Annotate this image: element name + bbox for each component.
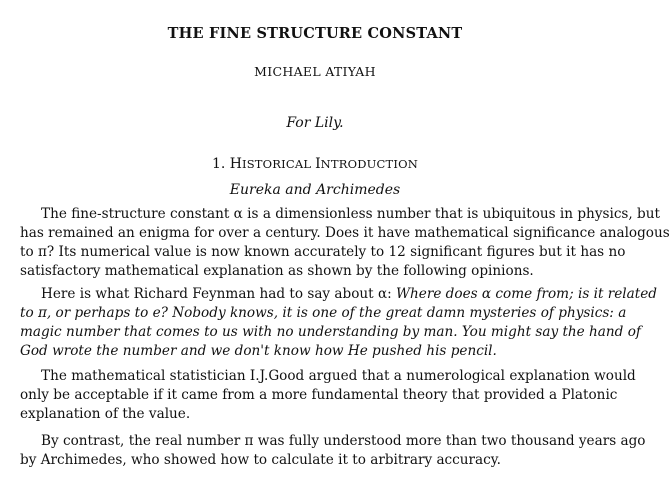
paragraph-line: to π? Its numerical value is now known accurately to 12 significant figures but it has no	[20, 244, 626, 260]
paragraph-archimedes	[20, 432, 646, 470]
section-number: 1.	[211, 156, 226, 172]
paragraph-line: The mathematical statistician I.J.Good argued that a numerological explanation would	[41, 368, 636, 384]
paper-title: THE FINE STRUCTURE CONSTANT	[167, 25, 463, 42]
author-name: MICHAEL ATIYAH	[254, 64, 376, 79]
section-title-initial-1: H	[229, 156, 242, 172]
feynman-lead-in: Here is what Richard Feynman had to say about α:	[41, 286, 397, 302]
section-heading	[0, 156, 630, 172]
feynman-quote-line: magic number that comes to us with no understanding by man. You might say the hand of	[20, 324, 641, 340]
paragraph-line: The fine-structure constant α is a dimensionless number that is ubiquitous in physics, but	[41, 206, 660, 222]
dedication: For Lily.	[286, 115, 344, 131]
paragraph-line: By contrast, the real number π was fully understood more than two thousand years ago	[41, 433, 646, 449]
paragraph-good	[20, 367, 636, 424]
paragraph-line	[20, 285, 657, 304]
paragraph-line: has remained an enigma for over a century. Does it have mathematical significance analogous	[20, 225, 670, 241]
paragraph-line: satisfactory mathematical explanation as shown by the following opinions.	[20, 263, 534, 279]
section-title-part-1: ISTORICAL	[241, 157, 316, 171]
paragraph-line: only be acceptable if it came from a more fundamental theory that provided a Platonic	[20, 387, 618, 403]
section-title-initial-2: I	[315, 156, 321, 172]
feynman-quote-line: God wrote the number and we don't know how He pushed his pencil.	[20, 343, 497, 359]
feynman-quote-start: Where does α come from; is it related	[396, 286, 657, 302]
paragraph-line: by Archimedes, who showed how to calculate it to arbitrary accuracy.	[20, 452, 501, 468]
paragraph-intro	[20, 205, 670, 281]
section-title-part-2: NTRODUCTION	[320, 157, 419, 171]
subsection-heading: Eureka and Archimedes	[229, 182, 401, 198]
feynman-quote-line: to π, or perhaps to e? Nobody knows, it is one of the great damn mysteries of physics: a	[20, 305, 627, 321]
paragraph-feynman	[20, 285, 657, 361]
paragraph-line: explanation of the value.	[20, 406, 191, 422]
